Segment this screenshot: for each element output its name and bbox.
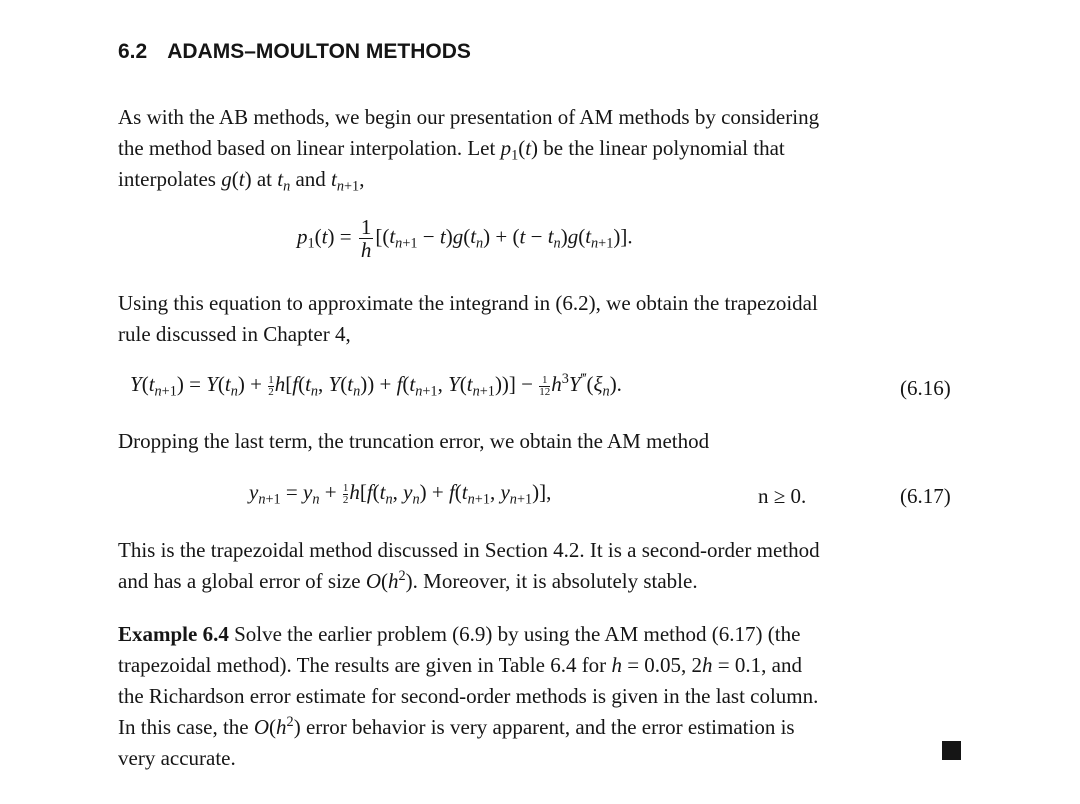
trap-line-2: rule discussed in Chapter 4,	[118, 322, 351, 346]
paragraph-intro	[118, 102, 964, 195]
desc-line-1: This is the trapezoidal method discussed in Section 4.2. It is a second-order method	[118, 538, 820, 562]
example-line-1: Example 6.4 Solve the earlier problem (6.9) by using the AM method (6.17) (the	[118, 622, 801, 646]
paragraph-method-description	[118, 535, 964, 597]
section-number: 6.2	[118, 40, 148, 63]
example-block	[118, 619, 964, 774]
paragraph-dropping	[118, 426, 964, 457]
example-label: Example 6.4	[118, 622, 229, 646]
section-heading	[118, 40, 471, 64]
desc-line-2: and has a global error of size $O(h^2)$. Moreover, it is absolutely stable.	[118, 568, 698, 593]
example-line-5: very accurate.	[118, 746, 236, 770]
equation-6-16: $Y(t_{n+1}) = Y(t_n)$ + $\frac{1}{2}$ $h[f(t_n$, $Y(t_n)) + f(t_{n+1}$, $Y(t_{n+1})$)] − $\frac{1}{12}$ $h^3Y^‴(\xi_n)$.	[130, 371, 622, 400]
section-title: ADAMS–MOULTON METHODS	[167, 40, 471, 63]
example-line-2: trapezoidal method). The results are given in Table 6.4 for h = 0.05, 2h = 0.1, and	[118, 653, 802, 677]
end-of-proof-square	[942, 741, 961, 760]
intro-line-3: interpolates g(t) at $t_n$ and $t_{n+1}$,	[118, 167, 365, 195]
equation-p1: $p_1(t)$ = $\frac{1}{h}$ $[(t_{n+1} - t)g(t_n) + (t - t_n)g(t_{n+1})]$.	[297, 215, 633, 262]
equation-condition: n ≥ 0.	[758, 484, 807, 508]
intro-line-2: the method based on linear interpolation. Let $p_1(t)$ be the linear polynomial that	[118, 136, 785, 164]
equation-number-6-17: (6.17)	[900, 484, 951, 508]
drop-line-1: Dropping the last term, the truncation error, we obtain the AM method	[118, 429, 710, 453]
equation-number-6-16: (6.16)	[900, 376, 951, 400]
equation-6-17: $y_{n+1} = y_n$ + $\frac{1}{2}$ $h[f(t_n$, $y_n) + f(t_{n+1}$, $y_{n+1}$)],	[249, 480, 552, 508]
intro-line-1: As with the AB methods, we begin our presentation of AM methods by considering	[118, 105, 820, 129]
trap-line-1: Using this equation to approximate the integrand in (6.2), we obtain the trapezoidal	[118, 291, 818, 315]
example-line-3: the Richardson error estimate for second-order methods is given in the last column.	[118, 684, 819, 708]
example-line-4: In this case, the $O(h^2)$ error behavior is very apparent, and the error estimation is	[118, 714, 795, 739]
paragraph-trapezoidal	[118, 288, 964, 350]
